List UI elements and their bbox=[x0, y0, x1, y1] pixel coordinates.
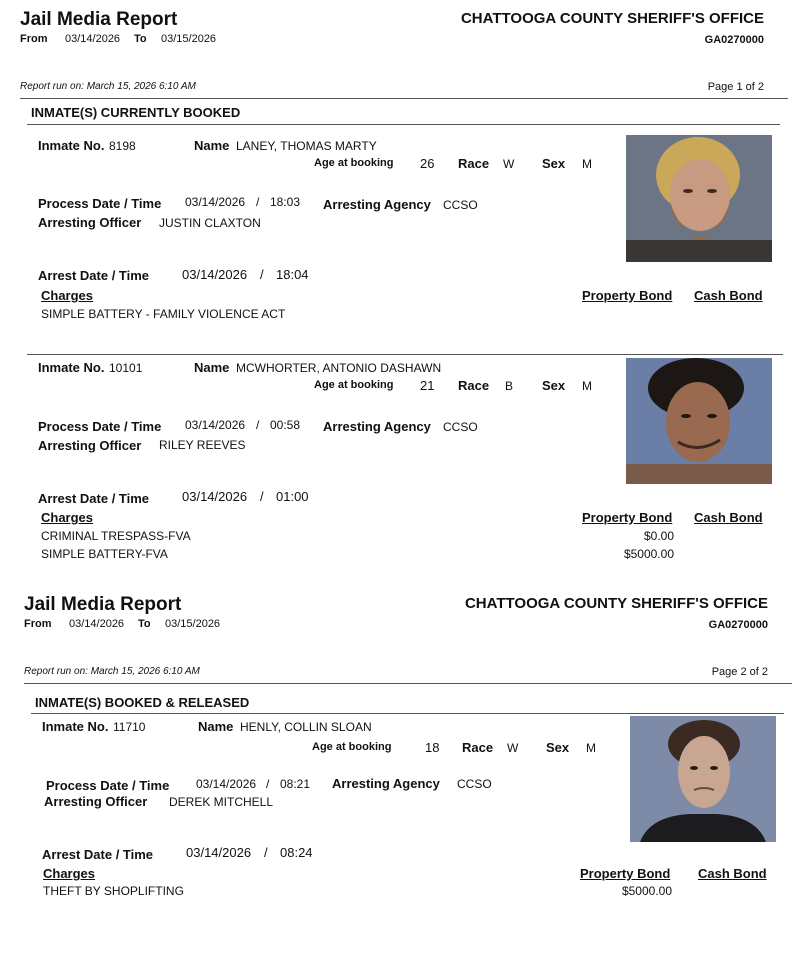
process-date: 03/14/2026 bbox=[185, 418, 246, 432]
inmate-no-value: 11710 bbox=[113, 720, 146, 734]
section-title: INMATE(S) BOOKED & RELEASED bbox=[35, 695, 250, 710]
sex-label: Sex bbox=[542, 156, 566, 171]
process-time: 00:58 bbox=[270, 418, 301, 432]
officer-label: Arresting Officer bbox=[44, 794, 148, 809]
arrest-time: 08:24 bbox=[280, 845, 313, 860]
charges-heading: Charges bbox=[41, 288, 94, 303]
race-label: Race bbox=[458, 156, 490, 171]
arrest-slash: / bbox=[260, 489, 264, 504]
report-title: Jail Media Report bbox=[20, 9, 178, 30]
name-label: Name bbox=[198, 719, 234, 734]
process-slash: / bbox=[266, 777, 270, 791]
sex-value: M bbox=[582, 157, 592, 171]
process-time: 08:21 bbox=[280, 777, 311, 791]
mugshot-photo bbox=[630, 716, 776, 842]
page-number: Page 1 of 2 bbox=[707, 81, 764, 93]
arrest-slash: / bbox=[264, 845, 268, 860]
charge-item: SIMPLE BATTERY - FAMILY VIOLENCE ACT bbox=[41, 307, 286, 321]
race-value: W bbox=[503, 157, 515, 171]
agency-value: CCSO bbox=[443, 198, 478, 212]
sex-label: Sex bbox=[546, 740, 570, 755]
name-value: MCWHORTER, ANTONIO DASHAWN bbox=[236, 361, 442, 375]
photo-shirt bbox=[626, 464, 772, 484]
process-label: Process Date / Time bbox=[46, 778, 170, 793]
to-label: To bbox=[134, 33, 147, 45]
age-value: 26 bbox=[420, 156, 435, 171]
office-name: CHATTOOGA COUNTY SHERIFF'S OFFICE bbox=[464, 595, 768, 612]
from-label: From bbox=[20, 33, 48, 45]
photo-face bbox=[678, 736, 730, 808]
charge-item: CRIMINAL TRESPASS-FVA bbox=[41, 529, 191, 543]
inmate-no-label: Inmate No. bbox=[42, 719, 109, 734]
mugshot-image bbox=[630, 716, 776, 842]
arrest-slash: / bbox=[260, 267, 264, 282]
name-label: Name bbox=[194, 360, 230, 375]
age-label: Age at booking bbox=[314, 157, 394, 169]
sex-label: Sex bbox=[542, 378, 566, 393]
inmate-no-label: Inmate No. bbox=[38, 360, 105, 375]
property-bond-heading: Property Bond bbox=[582, 510, 673, 525]
officer-label: Arresting Officer bbox=[38, 438, 142, 453]
sex-value: M bbox=[582, 379, 592, 393]
mugshot-image bbox=[626, 135, 772, 262]
officer-value: DEREK MITCHELL bbox=[169, 795, 274, 809]
property-bond-value: $5000.00 bbox=[623, 547, 674, 561]
race-label: Race bbox=[462, 740, 494, 755]
agency-value: CCSO bbox=[457, 777, 492, 791]
race-value: B bbox=[505, 379, 514, 393]
section-divider bbox=[31, 713, 784, 714]
process-label: Process Date / Time bbox=[38, 196, 162, 211]
mugshot-photo bbox=[626, 358, 772, 484]
to-label: To bbox=[138, 618, 151, 630]
name-value: HENLY, COLLIN SLOAN bbox=[240, 720, 372, 734]
agency-label: Arresting Agency bbox=[323, 419, 431, 434]
process-slash: / bbox=[256, 418, 260, 432]
arrest-label: Arrest Date / Time bbox=[38, 491, 150, 506]
race-value: W bbox=[507, 741, 519, 755]
from-date: 03/14/2026 bbox=[65, 33, 121, 45]
officer-label: Arresting Officer bbox=[38, 215, 142, 230]
officer-value: JUSTIN CLAXTON bbox=[159, 216, 261, 230]
charges-heading: Charges bbox=[43, 866, 96, 881]
process-slash: / bbox=[256, 195, 260, 209]
photo-face bbox=[666, 382, 730, 462]
section-divider bbox=[27, 124, 780, 125]
charge-item: THEFT BY SHOPLIFTING bbox=[43, 884, 184, 898]
arrest-date: 03/14/2026 bbox=[182, 489, 248, 504]
to-date: 03/15/2026 bbox=[165, 618, 221, 630]
sex-value: M bbox=[586, 741, 596, 755]
cash-bond-heading: Cash Bond bbox=[694, 510, 763, 525]
ori-code: GA0270000 bbox=[708, 619, 768, 631]
page-number: Page 2 of 2 bbox=[711, 666, 768, 678]
arrest-date: 03/14/2026 bbox=[182, 267, 248, 282]
age-value: 21 bbox=[420, 378, 435, 393]
name-label: Name bbox=[194, 138, 230, 153]
office-name: CHATTOOGA COUNTY SHERIFF'S OFFICE bbox=[460, 10, 764, 27]
inmate-no-label: Inmate No. bbox=[38, 138, 105, 153]
arrest-time: 18:04 bbox=[276, 267, 309, 282]
arrest-label: Arrest Date / Time bbox=[42, 847, 154, 862]
property-bond-value: $0.00 bbox=[643, 529, 674, 543]
inmate-no-value: 10101 bbox=[109, 361, 143, 375]
ori-code: GA0270000 bbox=[704, 34, 764, 46]
property-bond-value: $5000.00 bbox=[621, 884, 672, 898]
process-date: 03/14/2026 bbox=[185, 195, 246, 209]
agency-value: CCSO bbox=[443, 420, 478, 434]
to-date: 03/15/2026 bbox=[161, 33, 217, 45]
photo-shirt bbox=[626, 240, 772, 262]
age-label: Age at booking bbox=[312, 741, 392, 753]
section-title: INMATE(S) CURRENTLY BOOKED bbox=[31, 105, 241, 120]
header-divider bbox=[24, 683, 792, 684]
report-run-on: Report run on: March 15, 2026 6:10 AM bbox=[24, 666, 200, 677]
race-label: Race bbox=[458, 378, 490, 393]
cash-bond-heading: Cash Bond bbox=[698, 866, 767, 881]
report-title: Jail Media Report bbox=[24, 594, 182, 615]
mugshot-photo bbox=[626, 135, 772, 262]
process-time: 18:03 bbox=[270, 195, 301, 209]
process-date: 03/14/2026 bbox=[196, 777, 257, 791]
mugshot-image bbox=[626, 358, 772, 484]
photo-face bbox=[670, 159, 730, 231]
arrest-label: Arrest Date / Time bbox=[38, 268, 150, 283]
record-divider bbox=[27, 354, 783, 355]
arrest-date: 03/14/2026 bbox=[186, 845, 252, 860]
property-bond-heading: Property Bond bbox=[582, 288, 673, 303]
property-bond-heading: Property Bond bbox=[580, 866, 671, 881]
agency-label: Arresting Agency bbox=[323, 197, 431, 212]
officer-value: RILEY REEVES bbox=[159, 438, 246, 452]
age-label: Age at booking bbox=[314, 379, 394, 391]
charge-item: SIMPLE BATTERY-FVA bbox=[41, 547, 168, 561]
name-value: LANEY, THOMAS MARTY bbox=[236, 139, 377, 153]
age-value: 18 bbox=[425, 740, 440, 755]
report-run-on: Report run on: March 15, 2026 6:10 AM bbox=[20, 81, 196, 92]
inmate-no-value: 8198 bbox=[109, 139, 136, 153]
from-date: 03/14/2026 bbox=[69, 618, 125, 630]
header-divider bbox=[20, 98, 788, 99]
arrest-time: 01:00 bbox=[276, 489, 309, 504]
cash-bond-heading: Cash Bond bbox=[694, 288, 763, 303]
from-label: From bbox=[24, 618, 52, 630]
process-label: Process Date / Time bbox=[38, 419, 162, 434]
agency-label: Arresting Agency bbox=[332, 776, 440, 791]
charges-heading: Charges bbox=[41, 510, 94, 525]
